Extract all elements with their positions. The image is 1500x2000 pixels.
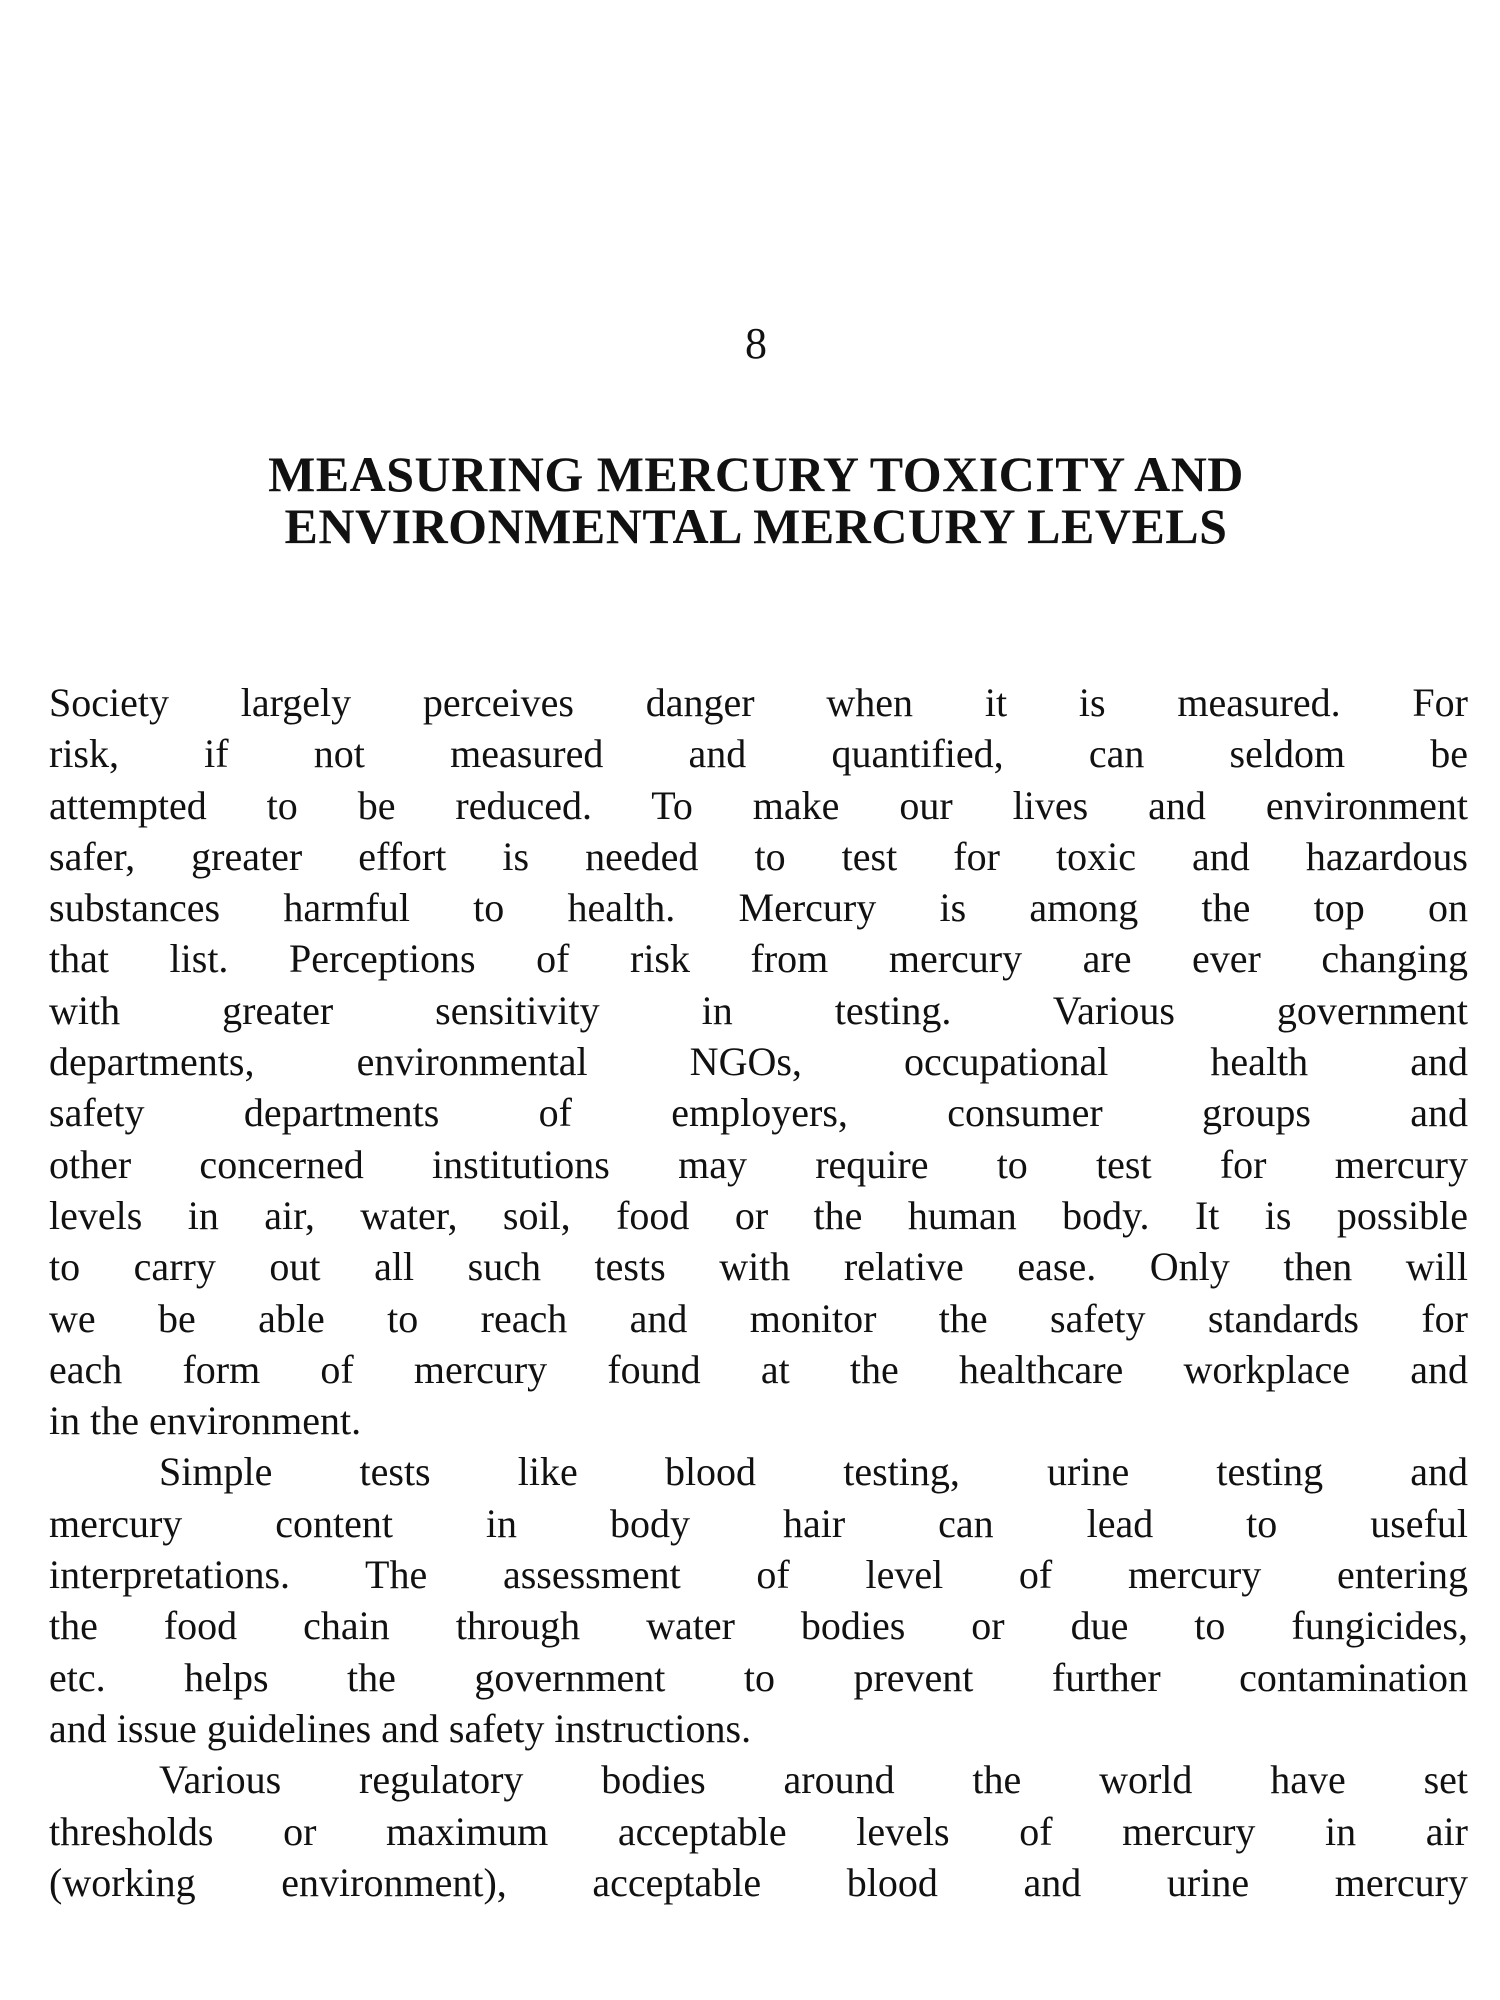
paragraph-3-line: Various regulatory bodies around the world have set <box>159 1757 1468 1803</box>
paragraph-1-line: substances harmful to health. Mercury is among the top on <box>49 885 1468 931</box>
paragraph-1-line: with greater sensitivity in testing. Various government <box>49 987 1468 1033</box>
paragraph-1-line: to carry out all such tests with relative ease. Only then will <box>49 1244 1468 1290</box>
paragraph-1-line: Society largely perceives danger when it is measured. For <box>49 680 1468 725</box>
paragraph-2-line: Simple tests like blood testing, urine testing and <box>159 1449 1468 1495</box>
paragraph-2-line: interpretations. The assessment of level of mercury entering <box>49 1552 1468 1598</box>
paragraph-1-line: other concerned institutions may require to test for mercury <box>49 1141 1468 1187</box>
paragraph-1-line: safer, greater effort is needed to test for toxic and hazardous <box>49 833 1468 879</box>
chapter-title-line: MEASURING MERCURY TOXICITY AND <box>268 446 1244 502</box>
paragraph-1-line: that list. Perceptions of risk from mercury are ever changing <box>49 936 1468 982</box>
body-text <box>49 677 1468 1908</box>
paragraph-3-line: thresholds or maximum acceptable levels of mercury in air <box>49 1808 1468 1854</box>
paragraph-2-line: mercury content in body hair can lead to useful <box>49 1500 1468 1546</box>
page-number: 8 <box>745 319 767 368</box>
paragraph-1-line: we be able to reach and monitor the safety standards for <box>49 1295 1468 1341</box>
paragraph-1-line: risk, if not measured and quantified, can seldom be <box>49 731 1468 777</box>
paragraph-1-line: in the environment. <box>49 1398 362 1444</box>
paragraph-1-line: levels in air, water, soil, food or the human body. It is possible <box>49 1192 1468 1238</box>
chapter-title <box>0 448 1500 552</box>
paragraph-1-line: attempted to be reduced. To make our lives and environment <box>49 782 1468 828</box>
paragraph-3-line: (working environment), acceptable blood and urine mercury <box>49 1859 1468 1905</box>
paragraph-2-line: and issue guidelines and safety instructions. <box>49 1705 752 1751</box>
paragraph-1-line: each form of mercury found at the healthcare workplace and <box>49 1346 1468 1392</box>
paragraph-1-line: departments, environmental NGOs, occupational health and <box>49 1039 1468 1085</box>
chapter-title-line: ENVIRONMENTAL MERCURY LEVELS <box>284 498 1228 554</box>
paragraph-2-line: etc. helps the government to prevent further contamination <box>49 1654 1468 1700</box>
paragraph-1-line: safety departments of employers, consumer groups and <box>49 1090 1468 1136</box>
paragraph-2-line: the food chain through water bodies or due to fungicides, <box>49 1603 1468 1649</box>
